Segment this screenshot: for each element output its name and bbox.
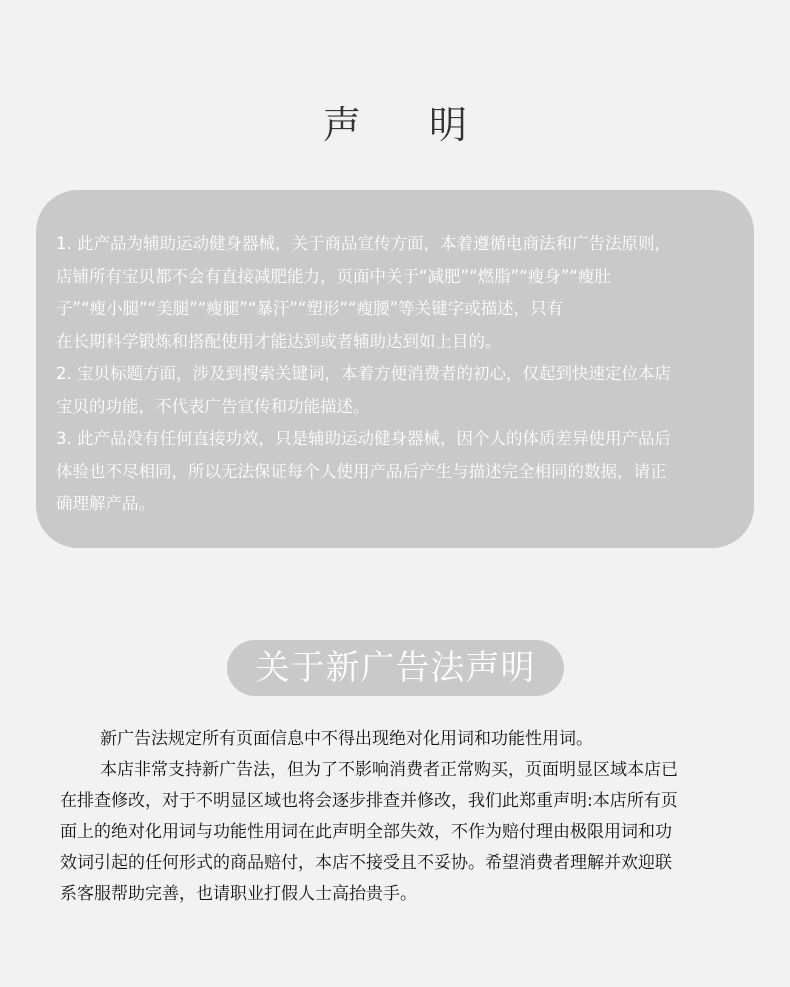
law-line: 系客服帮助完善，也请职业打假人士高抬贵手。	[60, 884, 417, 904]
notice-panel	[36, 190, 754, 548]
page-title: 声 明	[322, 103, 496, 147]
law-line: 效词引起的任何形式的商品赔付，本店不接受且不妥协。希望消费者理解并欢迎联	[60, 853, 672, 873]
law-section-heading: 关于新广告法声明	[227, 640, 564, 696]
notice-line: 1. 此产品为辅助运动健身器械，关于商品宣传方面，本着遵循电商法和广告法原则，	[56, 234, 671, 253]
notice-line: 体验也不尽相同，所以无法保证每个人使用产品后产生与描述完全相同的数据，请正	[56, 461, 667, 481]
notice-line: 确理解产品。	[56, 494, 155, 513]
law-line: 本店非常支持新广告法，但为了不影响消费者正常购买，页面明显区域本店已	[100, 760, 678, 780]
notice-line: 2. 宝贝标题方面，涉及到搜索关键词，本着方便消费者的初心，仅起到快速定位本店	[56, 364, 671, 383]
notice-line: 在长期科学锻炼和搭配使用才能达到或者辅助达到如上目的。	[56, 331, 502, 351]
law-line: 新广告法规定所有页面信息中不得出现绝对化用词和功能性用词。	[100, 729, 593, 749]
notice-line: 宝贝的功能，不代表广告宣传和功能描述。	[56, 396, 370, 416]
notice-line: 子”“瘦小腿”“美腿”“瘦腿”“暴汗”“塑形”“瘦腰”等关键字或描述，只有	[56, 299, 564, 318]
law-statement	[60, 724, 740, 910]
law-line: 在排查修改，对于不明显区域也将会逐步排查并修改，我们此郑重声明:本店所有页	[60, 791, 678, 811]
law-line: 面上的绝对化用词与功能性用词在此声明全部失效，不作为赔付理由极限用词和功	[60, 822, 672, 842]
notice-line: 店铺所有宝贝都不会有直接减肥能力，页面中关于“减肥”“燃脂”“瘦身”“瘦肚	[56, 266, 611, 286]
notice-line: 3. 此产品没有任何直接功效，只是辅助运动健身器械，因个人的体质差异使用产品后	[56, 429, 671, 448]
